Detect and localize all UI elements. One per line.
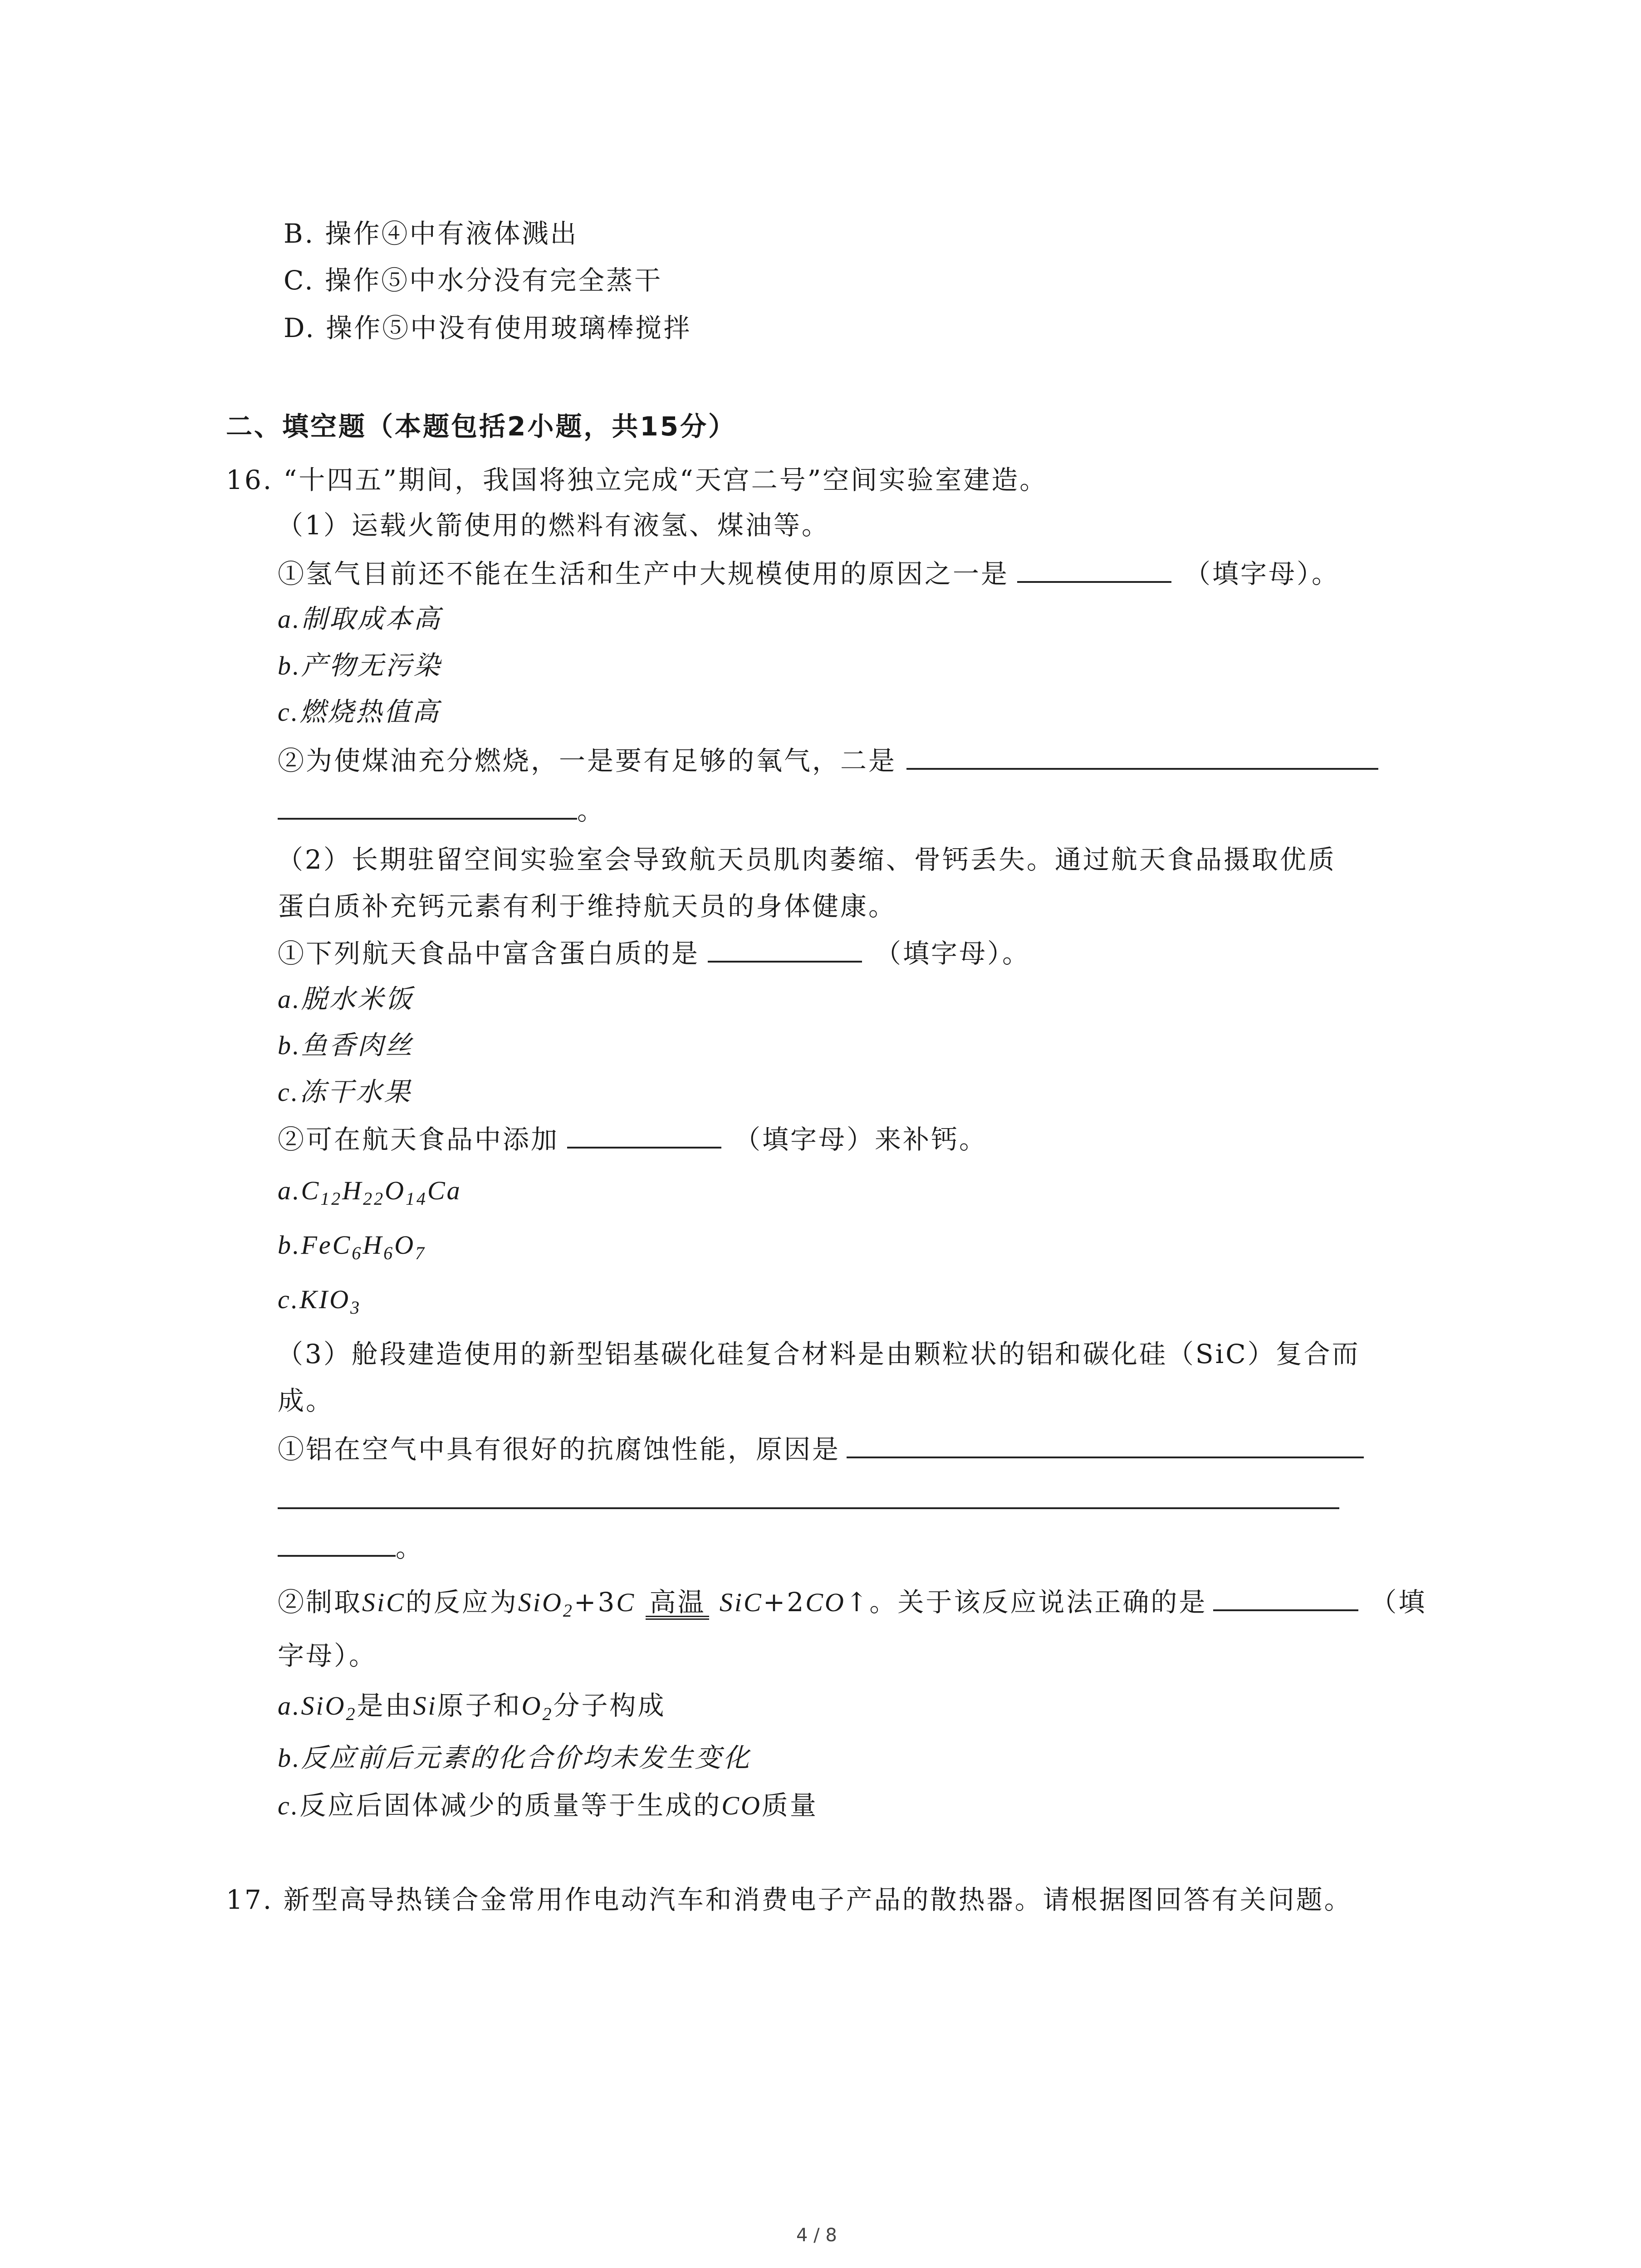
page-number: 4 / 8 <box>796 2225 837 2246</box>
reaction-condition: 高温 <box>646 1589 709 1620</box>
q16-part1-sub2 <box>278 742 1378 779</box>
q16-part2-option-a: a.脱水米饭 <box>278 984 414 1014</box>
q16-part1-sub2-text: ②为使煤油充分燃烧，一是要有足够的氧气，二是 <box>278 745 897 776</box>
q16-part1-intro: （1）运载火箭使用的燃料有液氢、煤油等。 <box>277 510 830 541</box>
formula-a: $a.C_{12}H_{22}O_{14}Ca$ <box>278 1176 462 1209</box>
answer-blank[interactable] <box>906 742 1378 770</box>
option-c: C. 操作⑤中水分没有完全蒸干 <box>284 265 663 296</box>
q16-part3-intro-line1: （3）舱段建造使用的新型铝基碳化硅复合材料是由颗粒状的铝和碳化硅（SiC）复合而 <box>277 1339 1360 1369</box>
formula-b: $b.FeC_6H_6O_7$ <box>278 1230 426 1263</box>
answer-blank[interactable] <box>847 1430 1364 1458</box>
q16-part3-sub1 <box>278 1430 1364 1467</box>
q16-part2-sub2 <box>278 1120 987 1158</box>
q16-part2-intro-line2: 蛋白质补充钙元素有利于维持航天员的身体健康。 <box>278 891 897 922</box>
q16-part3-option-b <box>278 1740 751 1776</box>
answer-blank[interactable] <box>278 1529 396 1557</box>
answer-blank[interactable] <box>278 792 577 820</box>
q16-part2-intro-line1: （2）长期驻留空间实验室会导致航天员肌肉萎缩、骨钙丢失。通过航天食品摄取优质 <box>277 844 1336 875</box>
q16-part3-sub2-line2: 字母）。 <box>278 1640 377 1671</box>
q17-stem: 17. 新型高导热镁合金常用作电动汽车和消费电子产品的散热器。请根据图回答有关问题。 <box>226 1884 1352 1915</box>
q16-part1-sub1-tail: （填字母）。 <box>1184 558 1340 589</box>
q16-part1-sub1-text: ①氢气目前还不能在生活和生产中大规模使用的原因之一是 <box>278 558 1009 589</box>
q16-part3-sub2-tail: （填 <box>1370 1587 1427 1618</box>
option-b: B. 操作④中有液体溅出 <box>284 218 578 249</box>
section-title: 二、填空题（本题包括2小题，共15分） <box>226 411 737 442</box>
q16-part3-sub1-end: 。 <box>396 1532 424 1563</box>
q16-part3-sub1-text: ①铝在空气中具有很好的抗腐蚀性能，原因是 <box>278 1434 841 1465</box>
q16-part3-option-b-text: b.反应前后元素的化合价均未发生变化 <box>278 1743 751 1773</box>
q16-part3-sub2: ②制取SiC的反应为SiO$_2$+3C 高温 SiC+2CO↑。关于该反应说法正确的是 （填 <box>278 1583 1426 1629</box>
q16-part2-option-b: b.鱼香肉丝 <box>278 1031 414 1060</box>
q16-part1-sub2-end: 。 <box>577 795 606 826</box>
q16-part2-sub1-tail: （填字母）。 <box>875 938 1031 969</box>
q16-part3-intro-line2: 成。 <box>278 1385 334 1416</box>
q16-part2-sub1-text: ①下列航天食品中富含蛋白质的是 <box>278 938 700 969</box>
q16-part3-sub1-line2 <box>278 1481 1339 1518</box>
answer-blank[interactable] <box>1017 555 1171 583</box>
q16-part2-option-c: c.冻干水果 <box>278 1077 412 1107</box>
q16-part1-option-b: b.产物无污染 <box>278 651 442 680</box>
q16-part1-sub2-cont <box>278 792 605 829</box>
answer-blank[interactable] <box>567 1120 721 1149</box>
q16-part3-option-a: a.SiO$_2$是由Si原子和$O_2$分子构成 <box>278 1690 666 1724</box>
answer-blank[interactable] <box>278 1481 1339 1509</box>
q16-part2-sub2-tail: （填字母）来补钙。 <box>734 1124 988 1155</box>
q16-part2-sub1 <box>278 934 1030 972</box>
q16-stem: 16. “十四五”期间，我国将独立完成“天宫二号”空间实验室建造。 <box>226 464 1048 495</box>
option-d: D. 操作⑤中没有使用玻璃棒搅拌 <box>284 313 692 343</box>
q16-part1-option-c: c.燃烧热值高 <box>278 697 441 727</box>
q16-part1-sub1 <box>278 555 1340 592</box>
formula-c: $c.KIO_3$ <box>278 1285 362 1318</box>
q16-part2-sub2-text: ②可在航天食品中添加 <box>278 1124 559 1155</box>
answer-blank[interactable] <box>708 934 862 963</box>
q16-part1-option-a: a.制取成本高 <box>278 604 442 634</box>
q16-part3-sub1-line3 <box>278 1529 424 1566</box>
q16-part3-option-c: c.反应后固体减少的质量等于生成的CO质量 <box>278 1790 818 1821</box>
answer-blank[interactable] <box>1213 1583 1358 1611</box>
